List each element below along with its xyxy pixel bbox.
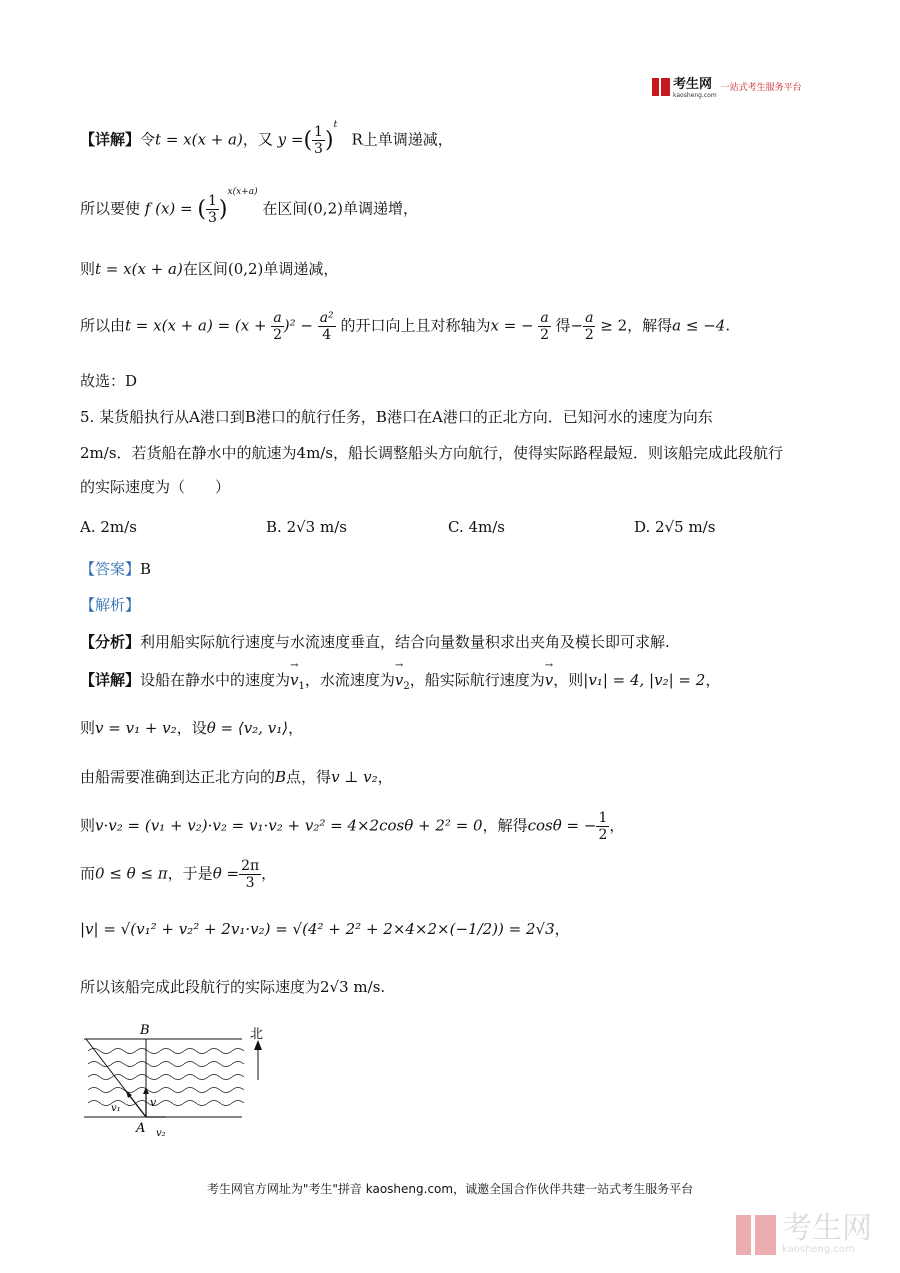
q5-stem-1: 5. 某货船执行从A港口到B港口的航行任务，B港口在A港口的正北方向．已知河水的速度为向东 — [80, 408, 713, 426]
q5-option-a: A. 2m/s — [80, 518, 137, 536]
header-logo — [652, 74, 802, 99]
logo-slogan: 一站式考生服务平台 — [720, 83, 802, 93]
q5-stem-3: 的实际速度为（ ） — [80, 478, 231, 496]
label-v: v — [150, 1096, 157, 1109]
q5-fenxi: 【分析】利用船实际航行速度与水流速度垂直，结合向量数量积求出夹角及模长即可求解. — [80, 633, 670, 651]
q5-step-7: 所以该船完成此段航行的实际速度为2√3 m/s. — [80, 978, 386, 996]
prev-line-3: 则t = x(x + a)在区间(0,2)单调递减， — [80, 260, 339, 278]
watermark-domain: kaosheng.com — [782, 1244, 855, 1255]
watermark-logo — [736, 1211, 872, 1255]
river-diagram — [78, 1018, 278, 1142]
q5-step-6: |v| = √(v₁² + v₂² + 2v₁·v₂) = √(4² + 2² + 2×4×2×(−1/2)) = 2√3， — [80, 920, 570, 938]
prev-choice: 故选：D — [80, 372, 138, 390]
q5-option-d: D. 2√5 m/s — [634, 518, 716, 536]
logo-domain: kaosheng.com — [673, 92, 717, 99]
watermark-icon — [736, 1215, 776, 1255]
label-v1: v₁ — [111, 1103, 121, 1114]
river-waves — [88, 1049, 244, 1106]
watermark-brand: 考生网 — [782, 1211, 872, 1246]
q5-option-c: C. 4m/s — [448, 518, 505, 536]
q5-step-4: 则v·v₂ = (v₁ + v₂)·v₂ = v₁·v₂ + v₂² = 4×2cosθ + 2² = 0，解得cosθ = − $\frac{1}{2}$ ， — [80, 810, 625, 843]
q5-step-3: 由船需要准确到达正北方向的B点，得v ⊥ v₂， — [80, 768, 393, 786]
q5-step-5: 而0 ≤ θ ≤ π，于是θ = $\frac{2\pi}{3}$ ， — [80, 858, 277, 891]
logo-brand: 考生网 — [673, 77, 713, 92]
label-b: B — [140, 1023, 150, 1038]
label-a: A — [136, 1121, 146, 1136]
prev-line-1: 【详解】令t = x(x + a)，又 y =( $\frac{1}{3}$ )$^t$ R上单调递减， — [80, 119, 453, 157]
footer-text: 考生网官方网址为"考生"拼音 kaosheng.com，诚邀全国合作伙伴共建一站式考生服务平台 — [206, 1182, 694, 1196]
q5-stem-2: 2m/s．若货船在静水中的航速为4m/s，船长调整船头方向航行，使得实际路程最短．则该船完成此段航行 — [80, 444, 784, 462]
q5-analysis-tag: 【解析】 — [80, 596, 141, 614]
prev-line-2: 所以要使 f (x) = ( $\frac{1}{3}$ )$^{x(x+a)}$ 在区间(0,2)单调递增， — [80, 186, 418, 226]
q5-answer: 【答案】B — [80, 560, 152, 578]
q5-step-1: 【详解】设船在静水中的速度为→ $v_1$，水流速度为→ $v_2$，船实际航行速度为→ v，则|v₁| = 4, |v₂| = 2， — [80, 669, 720, 692]
q5-option-b: B. 2√3 m/s — [266, 518, 347, 536]
prev-line-4: 所以由t = x(x + a) = (x + $\frac{a}{2}$ )² − $\frac{\text{a²}}{4}$ 的开口向上且对称轴为x = − $\frac{a}{2}$ 得− $\frac{a}{2}$ ≥ 2，解得a ≤ −4. — [80, 310, 731, 343]
label-north: 北 — [250, 1027, 264, 1042]
q5-step-2: 则v = v₁ + v₂，设θ = ⟨v₂, v₁⟩， — [80, 719, 304, 737]
label-v2: v₂ — [156, 1128, 166, 1139]
logo-icon — [652, 78, 670, 96]
